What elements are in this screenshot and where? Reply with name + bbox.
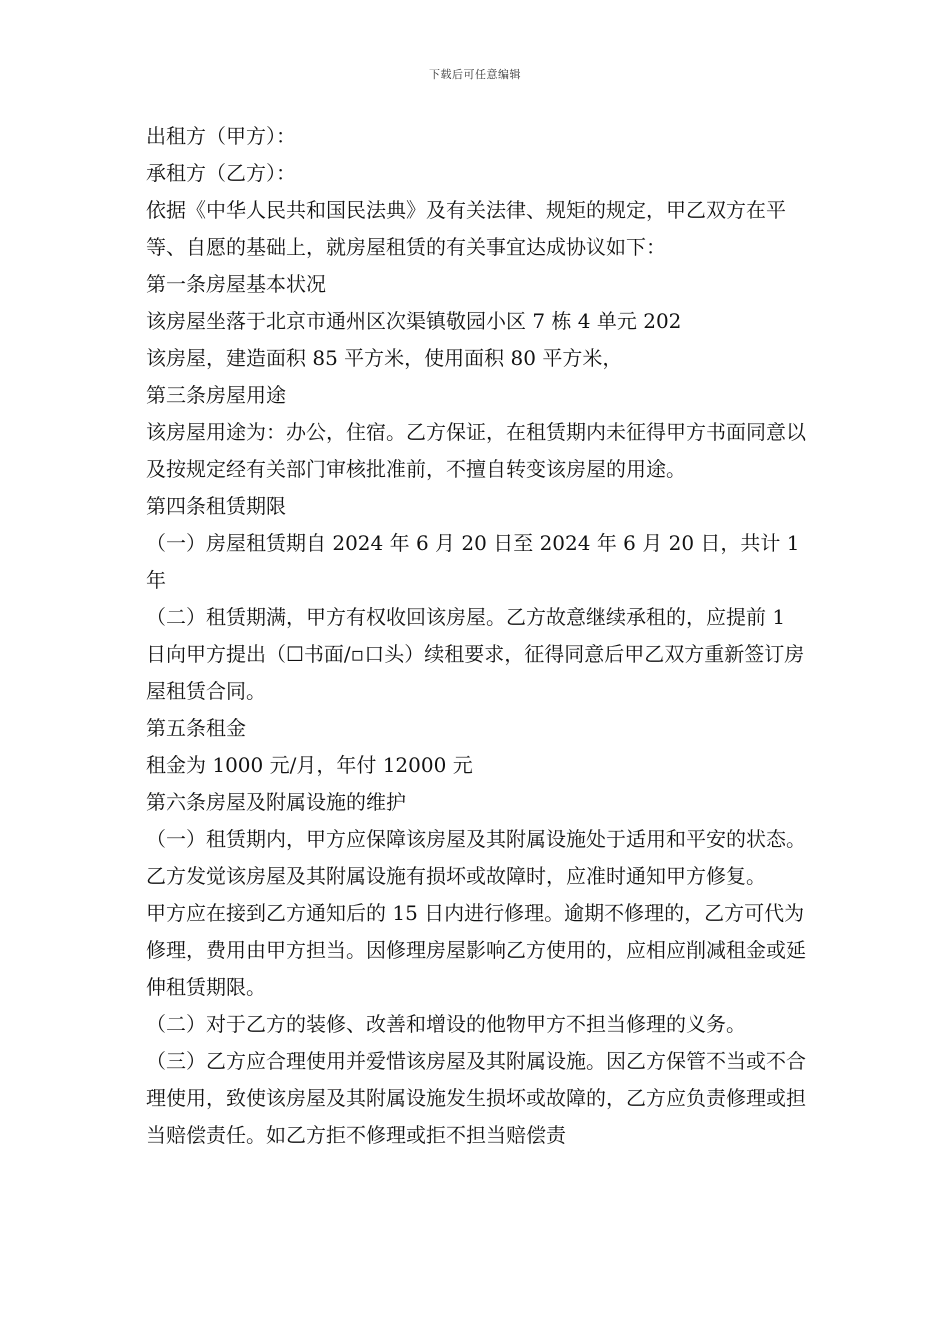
- paragraph-rent: 租金为 1000 元/月，年付 12000 元: [146, 753, 473, 777]
- page-header: 下载后可任意编辑: [429, 68, 521, 81]
- paragraph-maintenance-1: （一）租赁期内，甲方应保障该房屋及其附属设施处于适用和平安的状态。乙方发觉该房屋及其附属设施有损坏或故障时，应准时通知甲方修复。: [146, 827, 806, 888]
- paragraph-location: 该房屋坐落于北京市通州区次渠镇敬园小区 7 栋 4 单元 202: [146, 309, 682, 333]
- paragraph-area: 该房屋，建造面积 85 平方米，使用面积 80 平方米，: [146, 346, 623, 370]
- heading-article-3: 第三条房屋用途: [146, 383, 286, 407]
- heading-article-1: 第一条房屋基本状况: [146, 272, 326, 296]
- heading-article-5: 第五条租金: [146, 716, 246, 740]
- paragraph-preamble: 依据《中华人民共和国民法典》及有关法律、规矩的规定，甲乙双方在平等、自愿的基础上，就房屋租赁的有关事宜达成协议如下：: [146, 198, 786, 259]
- paragraph-maintenance-3: （三）乙方应合理使用并爱惜该房屋及其附属设施。因乙方保管不当或不合理使用，致使该房屋及其附属设施发生损坏或故障的，乙方应负责修理或担当赔偿责任。如乙方拒不修理或拒不担当赔偿责: [146, 1049, 806, 1147]
- paragraph-lessor: 出租方（甲方）：: [146, 124, 296, 148]
- paragraph-term-2: （二）租赁期满，甲方有权收回该房屋。乙方故意继续承租的，应提前 1 日向甲方提出（☐书面/▫口头）续租要求，征得同意后甲乙双方重新签订房屋租赁合同。: [146, 605, 805, 703]
- heading-article-6: 第六条房屋及附属设施的维护: [146, 790, 406, 814]
- paragraph-maintenance-repair: 甲方应在接到乙方通知后的 15 日内进行修理。逾期不修理的，乙方可代为修理，费用由甲方担当。因修理房屋影响乙方使用的，应相应削减租金或延伸租赁期限。: [146, 901, 806, 999]
- paragraph-term-1: （一）房屋租赁期自 2024 年 6 月 20 日至 2024 年 6 月 20 日，共计 1 年: [146, 531, 800, 592]
- paragraph-usage: 该房屋用途为：办公，住宿。乙方保证，在租赁期内未征得甲方书面同意以及按规定经有关部门审核批准前，不擅自转变该房屋的用途。: [146, 420, 806, 481]
- heading-article-4: 第四条租赁期限: [146, 494, 286, 518]
- document-body: [146, 118, 810, 1154]
- paragraph-lessee: 承租方（乙方）：: [146, 161, 296, 185]
- paragraph-maintenance-2: （二）对于乙方的装修、改善和增设的他物甲方不担当修理的义务。: [146, 1012, 746, 1036]
